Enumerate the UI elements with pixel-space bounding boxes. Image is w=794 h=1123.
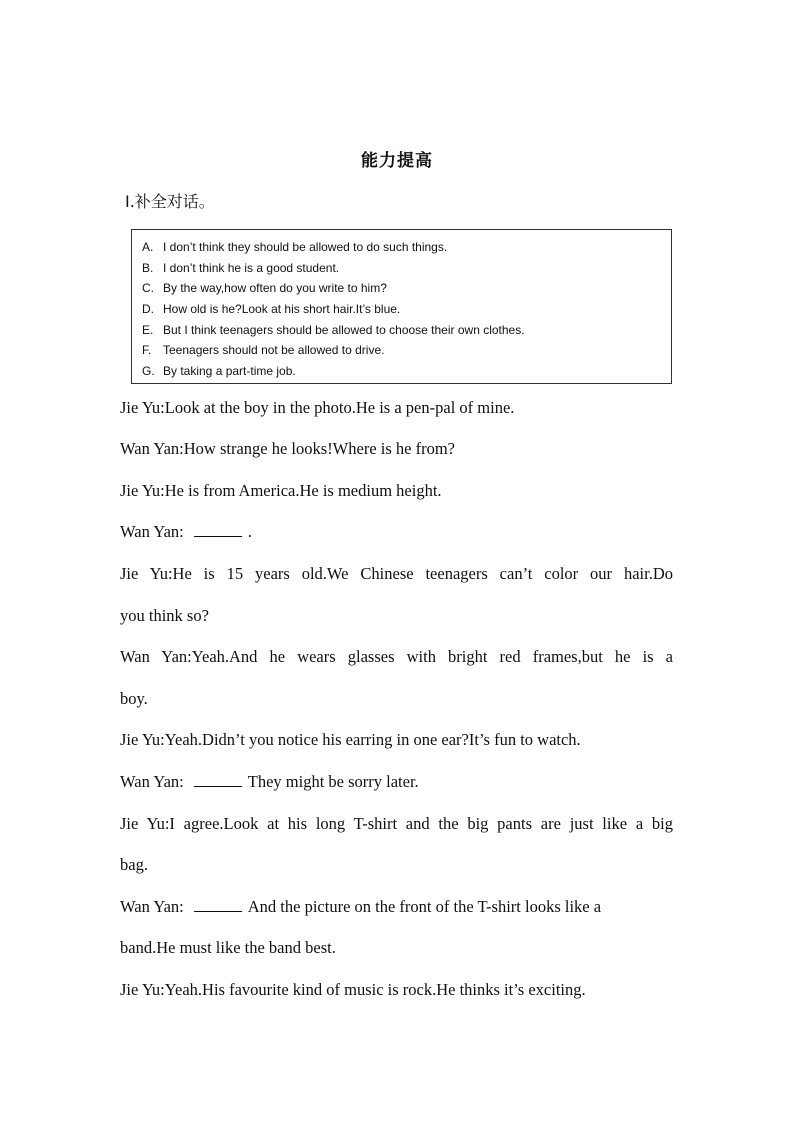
answer-blank-3[interactable] — [194, 897, 242, 912]
line-tail: . — [247, 522, 252, 541]
option-g — [142, 361, 671, 382]
speaker-label: Wan Yan: — [120, 772, 184, 791]
option-letter: D. — [142, 302, 154, 317]
option-text: By the way,how often do you write to him? — [163, 281, 387, 296]
dialogue-line: band.He must like the band best. — [120, 938, 336, 957]
speaker-label: Wan Yan: — [120, 897, 184, 916]
option-f — [142, 340, 671, 361]
option-a — [142, 237, 671, 258]
dialogue-line: Jie Yu:He is from America.He is medium height. — [120, 481, 442, 500]
option-text: By taking a part-time job. — [163, 364, 296, 379]
speaker-label: Wan Yan: — [120, 522, 184, 541]
dialogue-line: bag. — [120, 855, 148, 874]
option-text: I don’t think he is a good student. — [163, 260, 340, 275]
option-letter: A. — [142, 240, 154, 254]
dialogue-line: Jie Yu:He is 15 years old.We Chinese teenagers can’t color our hair.Do — [120, 564, 673, 583]
options-box — [131, 229, 672, 384]
line-tail: They might be sorry later. — [247, 772, 419, 791]
dialogue-line: Jie Yu:I agree.Look at his long T-shirt and the big pants are just like a big — [120, 814, 673, 833]
option-letter: C. — [142, 281, 154, 296]
dialogue-line: you think so? — [120, 606, 209, 625]
dialogue-line-blank-3 — [120, 897, 673, 917]
dialogue-line: Wan Yan:Yeah.And he wears glasses with bright red frames,but he is a — [120, 647, 673, 666]
option-b — [142, 258, 671, 279]
option-text: I don’t think they should be allowed to do such things. — [163, 240, 448, 254]
option-c — [142, 278, 671, 299]
option-letter: B. — [142, 260, 154, 275]
dialogue-line: Jie Yu:Look at the boy in the photo.He is a pen-pal of mine. — [120, 398, 515, 417]
option-text: How old is he?Look at his short hair.It’s blue. — [163, 302, 401, 317]
dialogue-line-blank-2 — [120, 772, 673, 792]
option-letter: E. — [142, 322, 154, 337]
dialogue-line: Wan Yan:How strange he looks!Where is he from? — [120, 439, 456, 458]
option-letter: G. — [142, 364, 155, 379]
section-heading: Ⅰ.补全对话。 — [125, 192, 215, 211]
answer-blank-2[interactable] — [194, 772, 242, 787]
answer-blank-1[interactable] — [194, 522, 242, 537]
option-d — [142, 299, 671, 320]
line-tail: And the picture on the front of the T-shirt looks like a — [247, 897, 602, 916]
option-text: But I think teenagers should be allowed to choose their own clothes. — [163, 322, 525, 337]
option-e — [142, 320, 671, 341]
option-letter: F. — [142, 343, 152, 358]
dialogue-line: Jie Yu:Yeah.His favourite kind of music is rock.He thinks it’s exciting. — [120, 980, 586, 999]
option-text: Teenagers should not be allowed to drive. — [163, 343, 385, 358]
dialogue-line-blank-1 — [120, 522, 673, 542]
page-title: 能力提高 — [361, 151, 433, 171]
dialogue-line: Jie Yu:Yeah.Didn’t you notice his earring in one ear?It’s fun to watch. — [120, 730, 581, 749]
dialogue-line: boy. — [120, 689, 148, 708]
